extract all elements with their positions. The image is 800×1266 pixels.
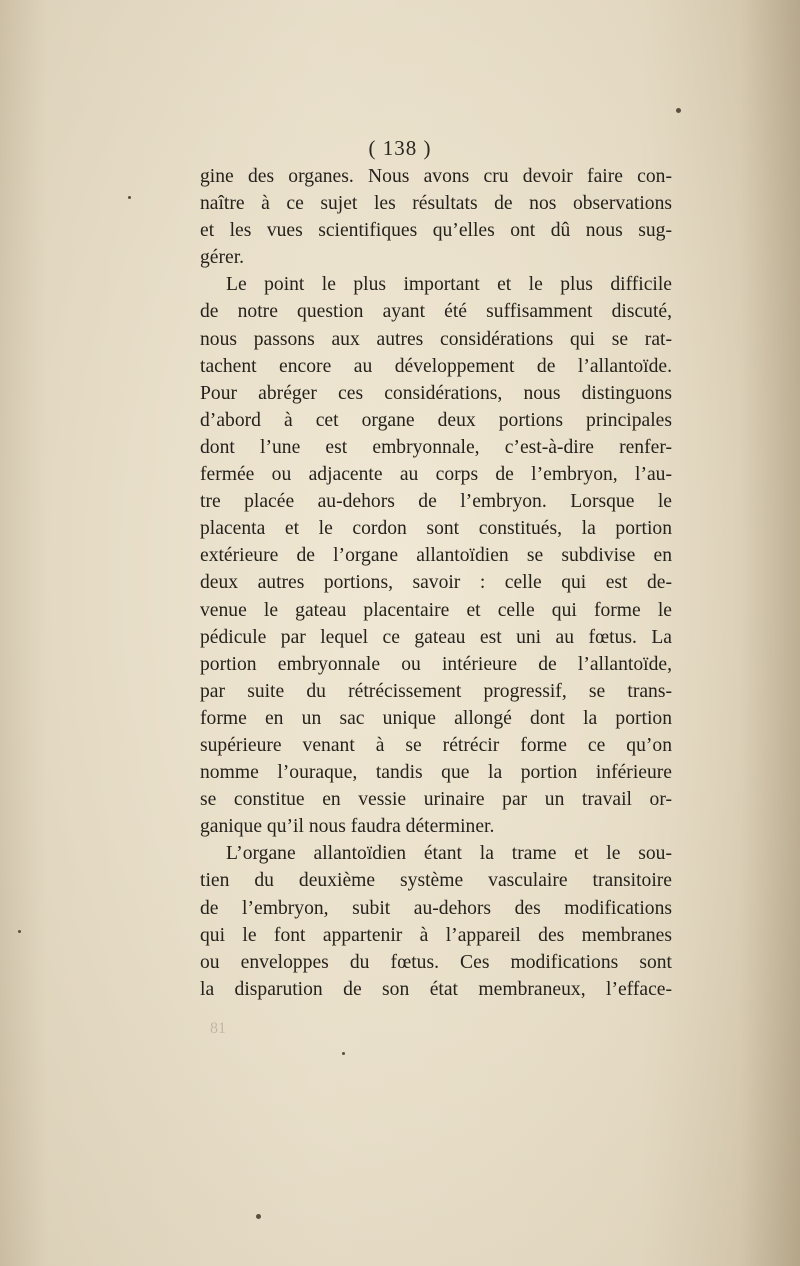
text-line: naître à ce sujet les résultats de nos observations <box>200 193 672 215</box>
text-line: de l’embryon, subit au-dehors des modifications <box>200 897 672 919</box>
text-line: nomme l’ouraque, tandis que la portion inférieure <box>200 762 672 784</box>
text-line: nous passons aux autres considérations qui se rat- <box>200 328 672 350</box>
paper-speck <box>18 930 21 933</box>
paper-speck <box>128 196 131 199</box>
text-line: tre placée au-dehors de l’embryon. Lorsque le <box>200 491 672 513</box>
text-line: deux autres portions, savoir : celle qui est de- <box>200 572 672 594</box>
text-line: ganique qu’il nous faudra déterminer. <box>200 816 495 838</box>
page-edge-shadow <box>740 0 800 1266</box>
text-line: forme en un sac unique allongé dont la portion <box>200 707 672 729</box>
text-line: et les vues scientifiques qu’elles ont dû nous sug- <box>200 220 672 242</box>
paragraph-start-line: Le point le plus important et le plus difficile <box>226 274 672 296</box>
text-line: placenta et le cordon sont constitués, la portion <box>200 518 672 540</box>
page-number: ( 138 ) <box>368 136 432 160</box>
text-line: gérer. <box>200 247 245 269</box>
text-line: extérieure de l’organe allantoïdien se subdivise en <box>200 545 672 567</box>
text-line: par suite du rétrécissement progressif, se trans- <box>200 680 672 702</box>
text-line: tien du deuxième système vasculaire transitoire <box>200 870 672 892</box>
text-line: fermée ou adjacente au corps de l’embryon, l’au- <box>200 464 672 486</box>
text-line: tachent encore au développement de l’allantoïde. <box>200 355 672 377</box>
paper-speck <box>342 1052 345 1055</box>
text-line: gine des organes. Nous avons cru devoir faire con- <box>200 166 672 187</box>
text-line: pédicule par lequel ce gateau est uni au fœtus. La <box>200 626 672 648</box>
text-line: de notre question ayant été suffisamment discuté, <box>200 301 672 323</box>
text-line: ou enveloppes du fœtus. Ces modifications sont <box>200 951 672 973</box>
text-line: Pour abréger ces considérations, nous distinguons <box>200 382 672 404</box>
text-line: d’abord à cet organe deux portions principales <box>200 409 672 431</box>
text-line: portion embryonnale ou intérieure de l’allantoïde, <box>200 653 672 675</box>
text-line: qui le font appartenir à l’appareil des membranes <box>200 924 672 946</box>
paragraph-start-line: L’organe allantoïdien étant la trame et le sou- <box>226 843 672 865</box>
text-line: se constitue en vessie urinaire par un travail or- <box>200 789 672 811</box>
text-line: la disparution de son état membraneux, l’efface- <box>200 978 672 1000</box>
body-text <box>200 163 672 1003</box>
bleed-through-mark: 81 <box>210 1020 226 1037</box>
text-line: supérieure venant à se rétrécir forme ce qu’on <box>200 734 672 756</box>
text-line: dont l’une est embryonnale, c’est-à-dire renfer- <box>200 436 672 458</box>
text-line: venue le gateau placentaire et celle qui forme le <box>200 599 672 621</box>
paper-speck <box>256 1214 261 1219</box>
paper-speck <box>676 108 681 113</box>
